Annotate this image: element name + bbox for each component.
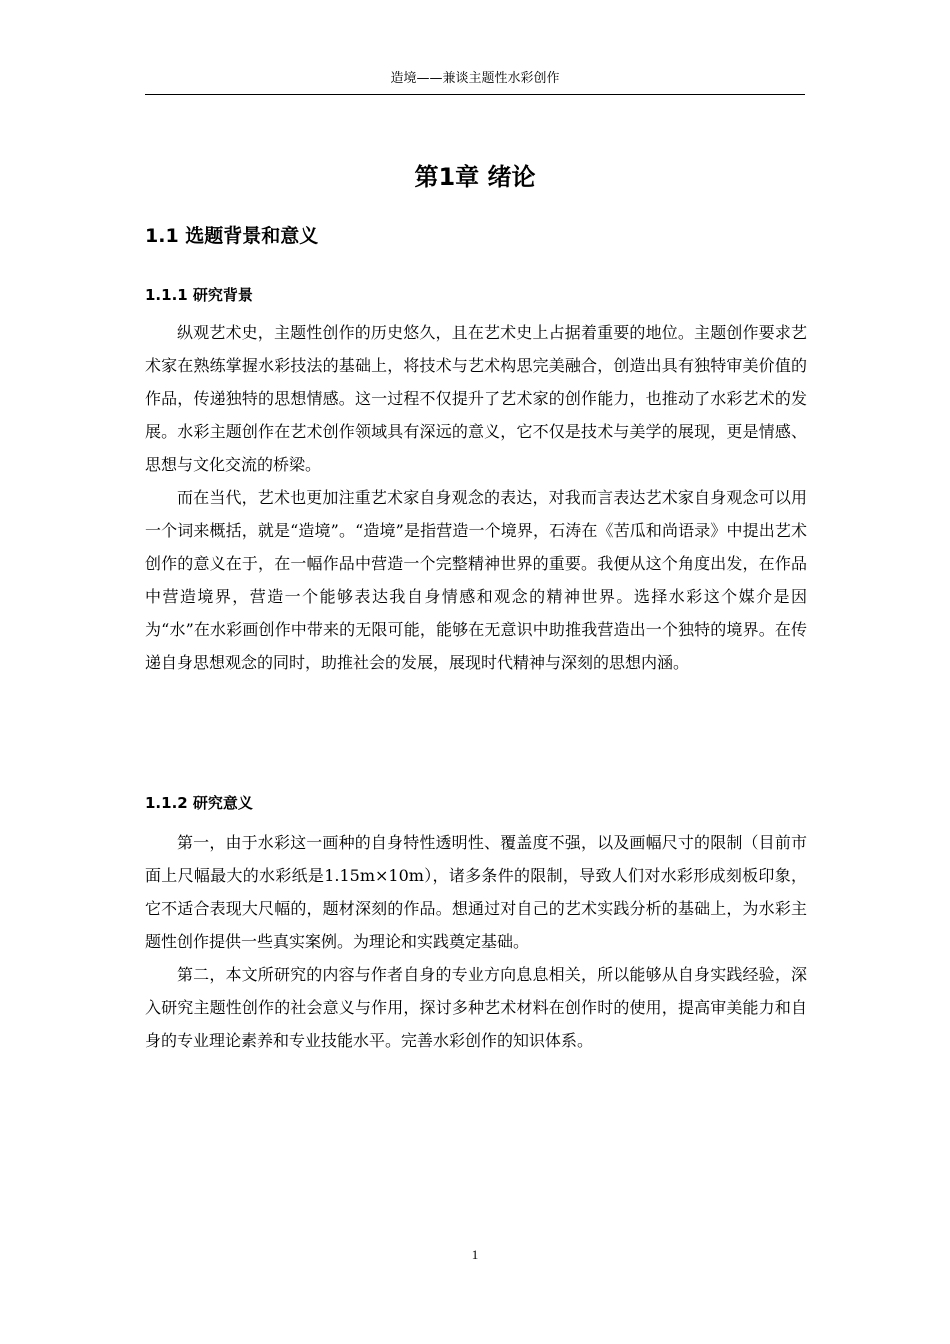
research-background-body (145, 316, 807, 679)
section-title: 1.1 选题背景和意义 (145, 225, 319, 247)
chapter-title: 第1章 绪论 (414, 163, 536, 191)
page-number: 1 (471, 1247, 479, 1262)
research-significance-body (145, 826, 807, 1057)
paragraph: 纵观艺术史，主题性创作的历史悠久，且在艺术史上占据着重要的地位。主题创作要求艺术家在熟练掌握水彩技法的基础上，将技术与艺术构思完美融合，创造出具有独特审美价值的作品，传递独特的思想情感。这一过程不仅提升了艺术家的创作能力，也推动了水彩艺术的发展。水彩主题创作在艺术创作领域具有深远的意义，它不仅是技术与美学的展现，更是情感、思想与文化交流的桥梁。 (145, 323, 807, 474)
paragraph: 第二，本文所研究的内容与作者自身的专业方向息息相关，所以能够从自身实践经验，深入研究主题性创作的社会意义与作用，探讨多种艺术材料在创作时的使用，提高审美能力和自身的专业理论素养和专业技能水平。完善水彩创作的知识体系。 (145, 965, 807, 1050)
header-divider (145, 94, 805, 95)
paragraph: 第一，由于水彩这一画种的自身特性透明性、覆盖度不强，以及画幅尺寸的限制（目前市面上尺幅最大的水彩纸是1.15m×10m），诸多条件的限制，导致人们对水彩形成刻板印象，它不适合表现大尺幅的，题材深刻的作品。想通过对自己的艺术实践分析的基础上，为水彩主题性创作提供一些真实案例。为理论和实践奠定基础。 (145, 833, 807, 951)
subsection-title-background: 1.1.1 研究背景 (145, 286, 253, 304)
running-header: 造境——兼谈主题性水彩创作 (390, 71, 560, 86)
paragraph: 而在当代，艺术也更加注重艺术家自身观念的表达，对我而言表达艺术家自身观念可以用一个词来概括，就是“造境”。“造境”是指营造一个境界，石涛在《苦瓜和尚语录》中提出艺术创作的意义在于，在一幅作品中营造一个完整精神世界的重要。我便从这个角度出发，在作品中营造境界，营造一个能够表达我自身情感和观念的精神世界。选择水彩这个媒介是因为“水”在水彩画创作中带来的无限可能，能够在无意识中助推我营造出一个独特的境界。在传递自身思想观念的同时，助推社会的发展，展现时代精神与深刻的思想内涵。 (145, 488, 807, 672)
subsection-title-significance: 1.1.2 研究意义 (145, 794, 253, 812)
